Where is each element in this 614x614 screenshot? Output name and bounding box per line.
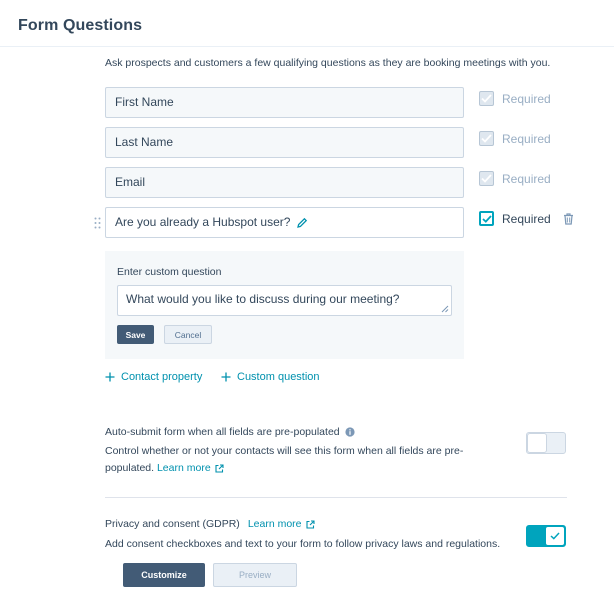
external-link-icon [215,464,224,473]
info-icon[interactable] [345,427,355,437]
auto-submit-learn-more-link[interactable] [157,460,224,477]
auto-submit-toggle[interactable] [526,432,566,454]
plus-icon [105,372,115,382]
page-title: Form Questions [18,17,143,34]
email-required-checkbox[interactable] [479,171,494,186]
resize-handle-icon[interactable] [441,305,449,313]
toggle-knob [527,433,547,453]
save-button[interactable]: Save [117,325,154,344]
check-icon [481,134,492,143]
title-divider [0,46,614,47]
add-contact-property-link[interactable] [105,371,202,383]
drag-handle-icon[interactable] [94,217,101,229]
first-name-field[interactable]: First Name [105,87,464,118]
custom-question-link-label: Custom question [237,371,320,383]
toggle-knob [545,526,565,546]
auto-submit-title-text: Auto-submit form when all fields are pre-populated [105,426,340,438]
first-name-required[interactable] [479,91,551,106]
learn-more-label: Learn more [156,462,211,474]
auto-submit-title [105,426,355,438]
custom-question-required[interactable] [479,211,574,226]
custom-question-panel [105,251,464,359]
auto-submit-description-text: Control whether or not your contacts will see this form when all fields are pre-populated. [105,445,464,474]
custom-question-textarea[interactable] [117,285,452,316]
custom-question-panel-label: Enter custom question [117,266,222,278]
cancel-button[interactable]: Cancel [164,325,212,344]
preview-button[interactable]: Preview [213,563,297,587]
add-custom-question-link[interactable] [221,371,320,383]
last-name-field[interactable]: Last Name [105,127,464,158]
pencil-icon[interactable] [296,217,308,229]
plus-icon [221,372,231,382]
custom-question-field[interactable] [105,207,464,238]
check-icon [550,532,560,540]
privacy-description: Add consent checkboxes and text to your form to follow privacy laws and regulations. [105,538,501,550]
required-label: Required [502,91,551,106]
custom-question-label: Are you already a Hubspot user? [115,215,291,229]
last-name-required[interactable] [479,131,551,146]
check-icon [481,94,492,103]
trash-icon[interactable] [563,213,574,225]
learn-more-label: Learn more [247,518,302,530]
auto-submit-description [105,443,495,477]
required-label: Required [502,131,551,146]
customize-button[interactable]: Customize [123,563,205,587]
section-divider [105,497,567,498]
external-link-icon [306,520,315,529]
last-name-required-checkbox[interactable] [479,131,494,146]
email-field[interactable]: Email [105,167,464,198]
privacy-toggle[interactable] [526,525,566,547]
check-icon [481,174,492,183]
privacy-title [105,518,315,530]
required-label: Required [502,211,551,226]
privacy-title-text: Privacy and consent (GDPR) [105,518,240,530]
intro-text: Ask prospects and customers a few qualifying questions as they are booking meetings with you. [105,57,551,69]
custom-question-text: What would you like to discuss during our meeting? [126,292,400,306]
email-required[interactable] [479,171,551,186]
privacy-learn-more-link[interactable] [248,518,315,530]
custom-question-required-checkbox[interactable] [479,211,494,226]
first-name-required-checkbox[interactable] [479,91,494,106]
check-icon [482,215,492,223]
required-label: Required [502,171,551,186]
contact-property-label: Contact property [121,371,203,383]
